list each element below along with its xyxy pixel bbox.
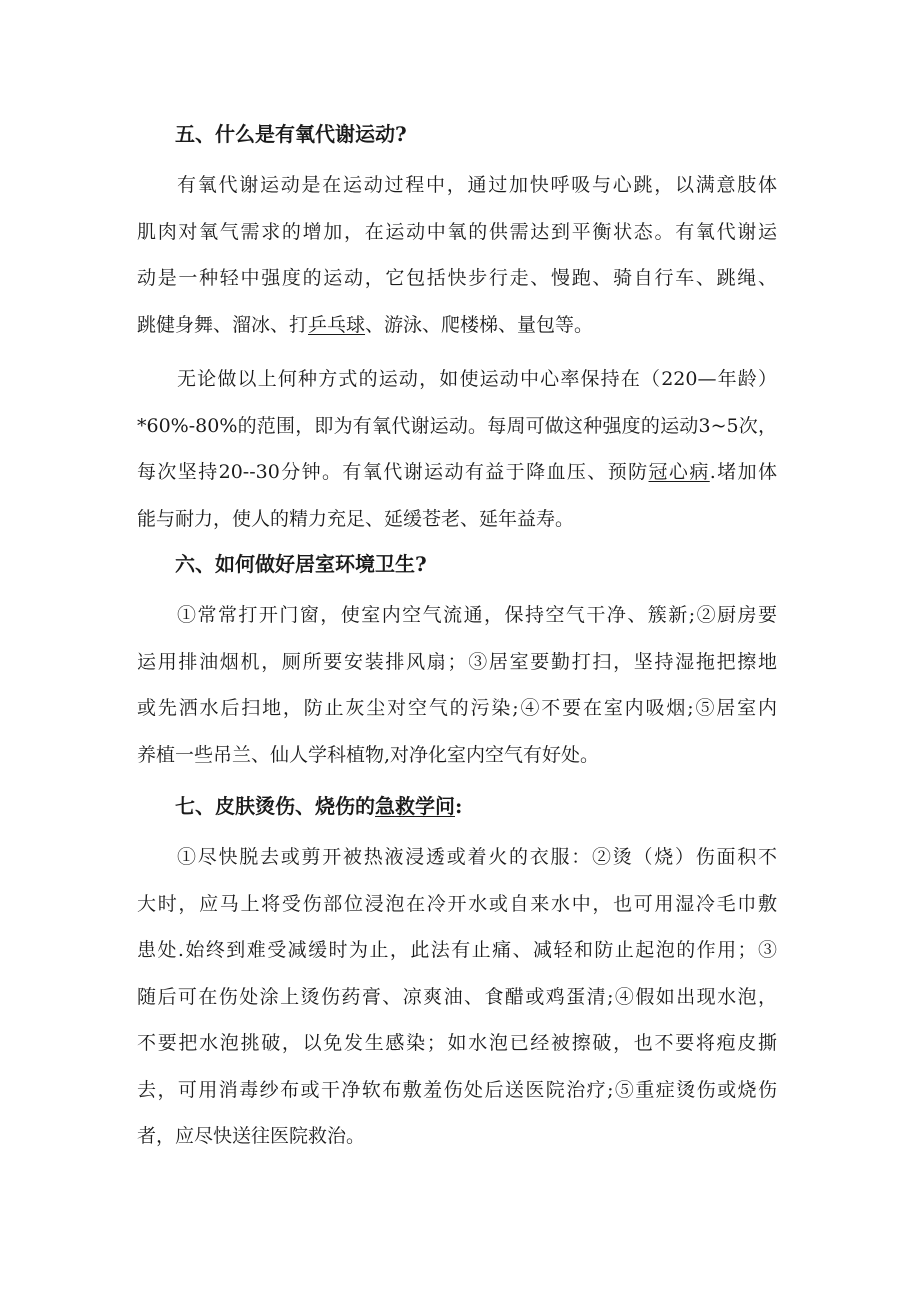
text-line: 不要把水泡挑破，以免发生感染；如水泡已经被擦破，也不要将疱皮撕 [137, 1032, 777, 1054]
text-line: 有氧代谢运动是在运动过程中，通过加快呼吸与心跳，以满意肢体 [177, 174, 777, 196]
section-heading-5: 五、什么是有氧代谢运动? [175, 122, 407, 146]
text-run: .堵加体 [709, 461, 777, 483]
text-line: 运用排油烟机，厕所要安装排风扇；③居室要勤打扫，坚持湿拖把擦地 [137, 650, 777, 673]
text-line: 动是一种轻中强度的运动，它包括快步行走、慢跑、骑自行车、跳绳、 [137, 267, 777, 289]
text-run: 跳健身舞、溜冰、打 [137, 313, 309, 336]
text-line: *60%-80%的范围，即为有氧代谢运动。每周可做这种强度的运动3~5次， [137, 414, 777, 437]
text-run: 七、皮肤烫伤、烧伤的 [175, 794, 375, 818]
text-line [137, 302, 777, 349]
section-heading-6: 六、如何做好居室环境卫生? [175, 552, 427, 576]
text-run: 每次坚持20--30分钟。有氧代谢运动有益于降血压、预防 [137, 461, 649, 483]
document-body [137, 112, 777, 1160]
text-line: 患处.始终到难受减缓时为止，此法有止痛、减轻和防止起泡的作用；③ [137, 939, 777, 961]
section-7-paragraph-1 [137, 834, 777, 1160]
text-run: 、游泳、爬楼梯、量包等。 [365, 313, 594, 336]
text-line: 养植一些吊兰、仙人学科植物,对净化室内空气有好处。 [137, 743, 600, 766]
text-line: 大时，应马上将受伤部位浸泡在冷开水或自来水中，也可用湿冷毛巾敷 [137, 892, 777, 915]
section-heading-7 [137, 784, 777, 828]
text-line: 随后可在伤处涂上烫伤药膏、凉爽油、食醋或鸡蛋清;④假如出现水泡， [137, 985, 777, 1008]
text-line: 者，应尽快送往医院救治。 [137, 1125, 366, 1147]
text-line: 去，可用消毒纱布或干净软布敷羞伤处后送医院治疗;⑤重症烫伤或烧伤 [137, 1078, 777, 1101]
text-line: 或先洒水后扫地，防止灰尘对空气的污染;④不要在室内吸烟;⑤居室内 [137, 697, 777, 719]
section-5-paragraph-1 [137, 162, 777, 348]
text-line [137, 449, 777, 496]
text-line: 肌肉对氧气需求的增加，在运动中氧的供需达到平衡状态。有氧代谢运 [137, 220, 777, 243]
underlined-term: 冠心病 [648, 461, 710, 483]
underlined-term: 乒乓球 [308, 313, 366, 336]
section-6-paragraph-1 [137, 592, 777, 778]
text-line: ①常常打开门窗，使室内空气流通，保持空气干净、簇新;②厨房要 [177, 604, 777, 626]
text-line: ①尽快脱去或剪开被热液浸透或着火的衣服：②烫（烧）伤面积不 [177, 846, 777, 868]
text-line: 能与耐力，使人的精力充足、延缓苍老、延年益寿。 [137, 507, 575, 530]
section-5-paragraph-2 [137, 356, 777, 542]
text-run: : [455, 794, 463, 818]
underlined-term: 急救学问 [375, 794, 455, 818]
text-line: 无论做以上何种方式的运动，如使运动中心率保持在（220—年龄） [177, 368, 777, 390]
